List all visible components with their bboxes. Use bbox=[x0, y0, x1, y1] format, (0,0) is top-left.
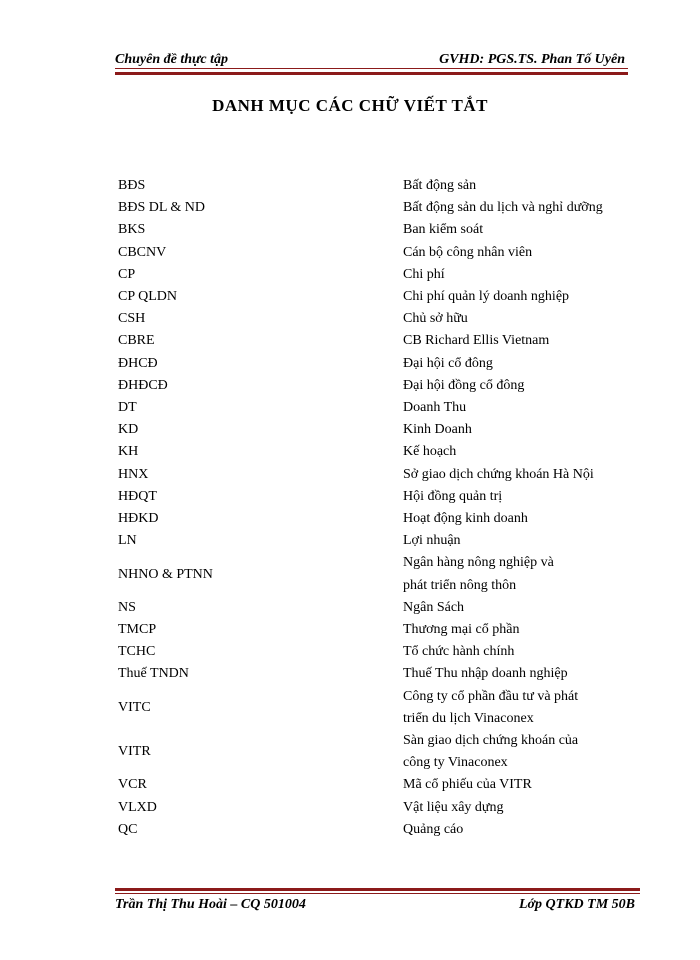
abbreviation-row bbox=[118, 663, 638, 685]
abbreviation-row bbox=[118, 641, 638, 663]
meaning-line: Ngân Sách bbox=[403, 599, 465, 615]
footer-left-text: Trần Thị Thu Hoài – CQ 501004 bbox=[115, 897, 306, 912]
abbreviation-term: TMCP bbox=[118, 622, 157, 638]
page-header bbox=[115, 46, 625, 68]
abbreviation-meaning bbox=[403, 597, 638, 619]
page-footer bbox=[115, 897, 635, 917]
abbreviation-meaning bbox=[403, 530, 638, 552]
meaning-line: Thương mại cổ phần bbox=[403, 622, 520, 638]
meaning-line: Doanh Thu bbox=[403, 400, 467, 416]
abbreviation-meaning bbox=[403, 242, 638, 264]
meaning-line: Bất động sản du lịch và nghỉ dưỡng bbox=[403, 200, 603, 216]
abbreviation-row bbox=[118, 375, 638, 397]
abbreviation-meaning bbox=[403, 308, 638, 330]
abbreviation-meaning bbox=[403, 819, 638, 841]
abbreviation-row bbox=[118, 552, 638, 596]
abbreviation-row bbox=[118, 530, 638, 552]
meaning-line: Mã cổ phiếu của VITR bbox=[403, 777, 532, 793]
meaning-line: Kinh Doanh bbox=[403, 422, 472, 438]
meaning-line: Quảng cáo bbox=[403, 821, 464, 837]
abbreviation-term: DT bbox=[118, 400, 137, 416]
meaning-line: Đại hội đồng cổ đông bbox=[403, 377, 525, 393]
abbreviation-term: ĐHCĐ bbox=[118, 355, 158, 371]
abbreviation-row bbox=[118, 819, 638, 841]
abbreviation-row bbox=[118, 286, 638, 308]
abbreviation-term: BĐS bbox=[118, 178, 146, 193]
meaning-line: Ngân hàng nông nghiệp và bbox=[403, 555, 554, 571]
abbreviation-row bbox=[118, 730, 638, 774]
meaning-line: Lợi nhuận bbox=[403, 533, 461, 549]
abbreviation-row bbox=[118, 508, 638, 530]
abbreviation-meaning bbox=[403, 286, 638, 308]
abbreviation-row bbox=[118, 797, 638, 819]
meaning-line: Chi phí quản lý doanh nghiệp bbox=[403, 289, 570, 305]
header-rule-thin bbox=[115, 68, 628, 69]
abbreviation-meaning bbox=[403, 686, 638, 730]
meaning-line: Đại hội cổ đông bbox=[403, 355, 493, 371]
meaning-line: Công ty cổ phần đầu tư và phát bbox=[403, 688, 579, 704]
abbreviation-meaning bbox=[403, 375, 638, 397]
meaning-line: Thuế Thu nhập doanh nghiệp bbox=[403, 666, 568, 682]
abbreviation-meaning bbox=[403, 219, 638, 241]
header-right-text: GVHD: PGS.TS. Phan Tố Uyên bbox=[439, 52, 625, 67]
abbreviation-meaning bbox=[403, 663, 638, 685]
abbreviation-term: CBCNV bbox=[118, 244, 167, 260]
abbreviation-meaning bbox=[403, 330, 638, 352]
abbreviation-term: TCHC bbox=[118, 644, 156, 660]
meaning-line: Chi phí bbox=[403, 266, 445, 282]
abbreviation-term: QC bbox=[118, 821, 138, 837]
footer-rule-thick bbox=[115, 888, 640, 891]
page-title: DANH MỤC CÁC CHỮ VIẾT TẮT bbox=[212, 96, 488, 115]
abbreviation-row bbox=[118, 397, 638, 419]
meaning-line: Bất động sản bbox=[403, 178, 477, 193]
meaning-line: Hội đồng quản trị bbox=[403, 488, 503, 504]
abbreviation-meaning bbox=[403, 508, 638, 530]
abbreviation-meaning bbox=[403, 486, 638, 508]
abbreviation-meaning bbox=[403, 730, 638, 774]
abbreviation-row bbox=[118, 774, 638, 796]
abbreviation-row bbox=[118, 330, 638, 352]
abbreviation-term: KH bbox=[118, 444, 139, 460]
meaning-line: Vật liệu xây dựng bbox=[403, 799, 504, 815]
abbreviation-term: VITR bbox=[118, 744, 151, 760]
header-left-text: Chuyên đề thực tập bbox=[115, 52, 229, 67]
abbreviation-term: NS bbox=[118, 599, 136, 615]
abbreviation-row bbox=[118, 264, 638, 286]
meaning-line: CB Richard Ellis Vietnam bbox=[403, 333, 550, 349]
abbreviation-row bbox=[118, 308, 638, 330]
meaning-line: Cán bộ công nhân viên bbox=[403, 244, 533, 260]
meaning-line: Hoạt động kinh doanh bbox=[403, 511, 528, 527]
abbreviation-list bbox=[118, 175, 638, 841]
meaning-line: phát triển nông thôn bbox=[403, 577, 517, 593]
abbreviation-term: BĐS DL & ND bbox=[118, 200, 205, 216]
abbreviation-meaning bbox=[403, 197, 638, 219]
abbreviation-row bbox=[118, 419, 638, 441]
abbreviation-term: ĐHĐCĐ bbox=[118, 377, 168, 393]
abbreviation-term: BKS bbox=[118, 222, 146, 238]
meaning-line: Sở giao dịch chứng khoán Hà Nội bbox=[403, 466, 594, 482]
abbreviation-row bbox=[118, 353, 638, 375]
abbreviation-row bbox=[118, 464, 638, 486]
abbreviation-term: VLXD bbox=[118, 799, 157, 815]
abbreviation-term: KD bbox=[118, 422, 139, 438]
abbreviation-meaning bbox=[403, 419, 638, 441]
abbreviation-term: NHNO & PTNN bbox=[118, 566, 213, 582]
meaning-line: Ban kiểm soát bbox=[403, 222, 484, 238]
meaning-line: Tổ chức hành chính bbox=[403, 644, 515, 660]
abbreviation-term: CP bbox=[118, 266, 136, 282]
abbreviation-row bbox=[118, 441, 638, 463]
abbreviation-row bbox=[118, 197, 638, 219]
abbreviation-meaning bbox=[403, 464, 638, 486]
abbreviation-term: LN bbox=[118, 533, 137, 549]
footer-rule-thin bbox=[115, 893, 640, 894]
abbreviation-row bbox=[118, 686, 638, 730]
abbreviation-term: CBRE bbox=[118, 333, 155, 349]
abbreviation-meaning bbox=[403, 552, 638, 596]
abbreviation-term: CSH bbox=[118, 311, 146, 327]
abbreviation-row bbox=[118, 175, 638, 197]
abbreviation-meaning bbox=[403, 641, 638, 663]
meaning-line: Kế hoạch bbox=[403, 444, 457, 460]
meaning-line: công ty Vinaconex bbox=[403, 755, 508, 771]
abbreviation-term: HNX bbox=[118, 466, 149, 482]
abbreviation-row bbox=[118, 619, 638, 641]
abbreviation-term: VCR bbox=[118, 777, 147, 793]
abbreviation-row bbox=[118, 242, 638, 264]
abbreviation-meaning bbox=[403, 797, 638, 819]
abbreviation-term: CP QLDN bbox=[118, 289, 177, 305]
abbreviation-term: HĐKD bbox=[118, 511, 159, 527]
abbreviation-meaning bbox=[403, 619, 638, 641]
abbreviation-meaning bbox=[403, 175, 638, 197]
meaning-line: Sàn giao dịch chứng khoán của bbox=[403, 733, 579, 749]
abbreviation-meaning bbox=[403, 774, 638, 796]
meaning-line: triển du lịch Vinaconex bbox=[403, 710, 534, 726]
abbreviation-meaning bbox=[403, 353, 638, 375]
abbreviation-term: VITC bbox=[118, 699, 151, 715]
abbreviation-meaning bbox=[403, 264, 638, 286]
header-rule-thick bbox=[115, 72, 628, 75]
abbreviation-row bbox=[118, 219, 638, 241]
abbreviation-meaning bbox=[403, 441, 638, 463]
abbreviation-term: Thuế TNDN bbox=[118, 666, 189, 682]
abbreviation-row bbox=[118, 597, 638, 619]
meaning-line: Chủ sở hữu bbox=[403, 311, 468, 327]
footer-right-text: Lớp QTKD TM 50B bbox=[518, 897, 635, 912]
abbreviation-row bbox=[118, 486, 638, 508]
abbreviation-meaning bbox=[403, 397, 638, 419]
abbreviation-term: HĐQT bbox=[118, 488, 157, 504]
